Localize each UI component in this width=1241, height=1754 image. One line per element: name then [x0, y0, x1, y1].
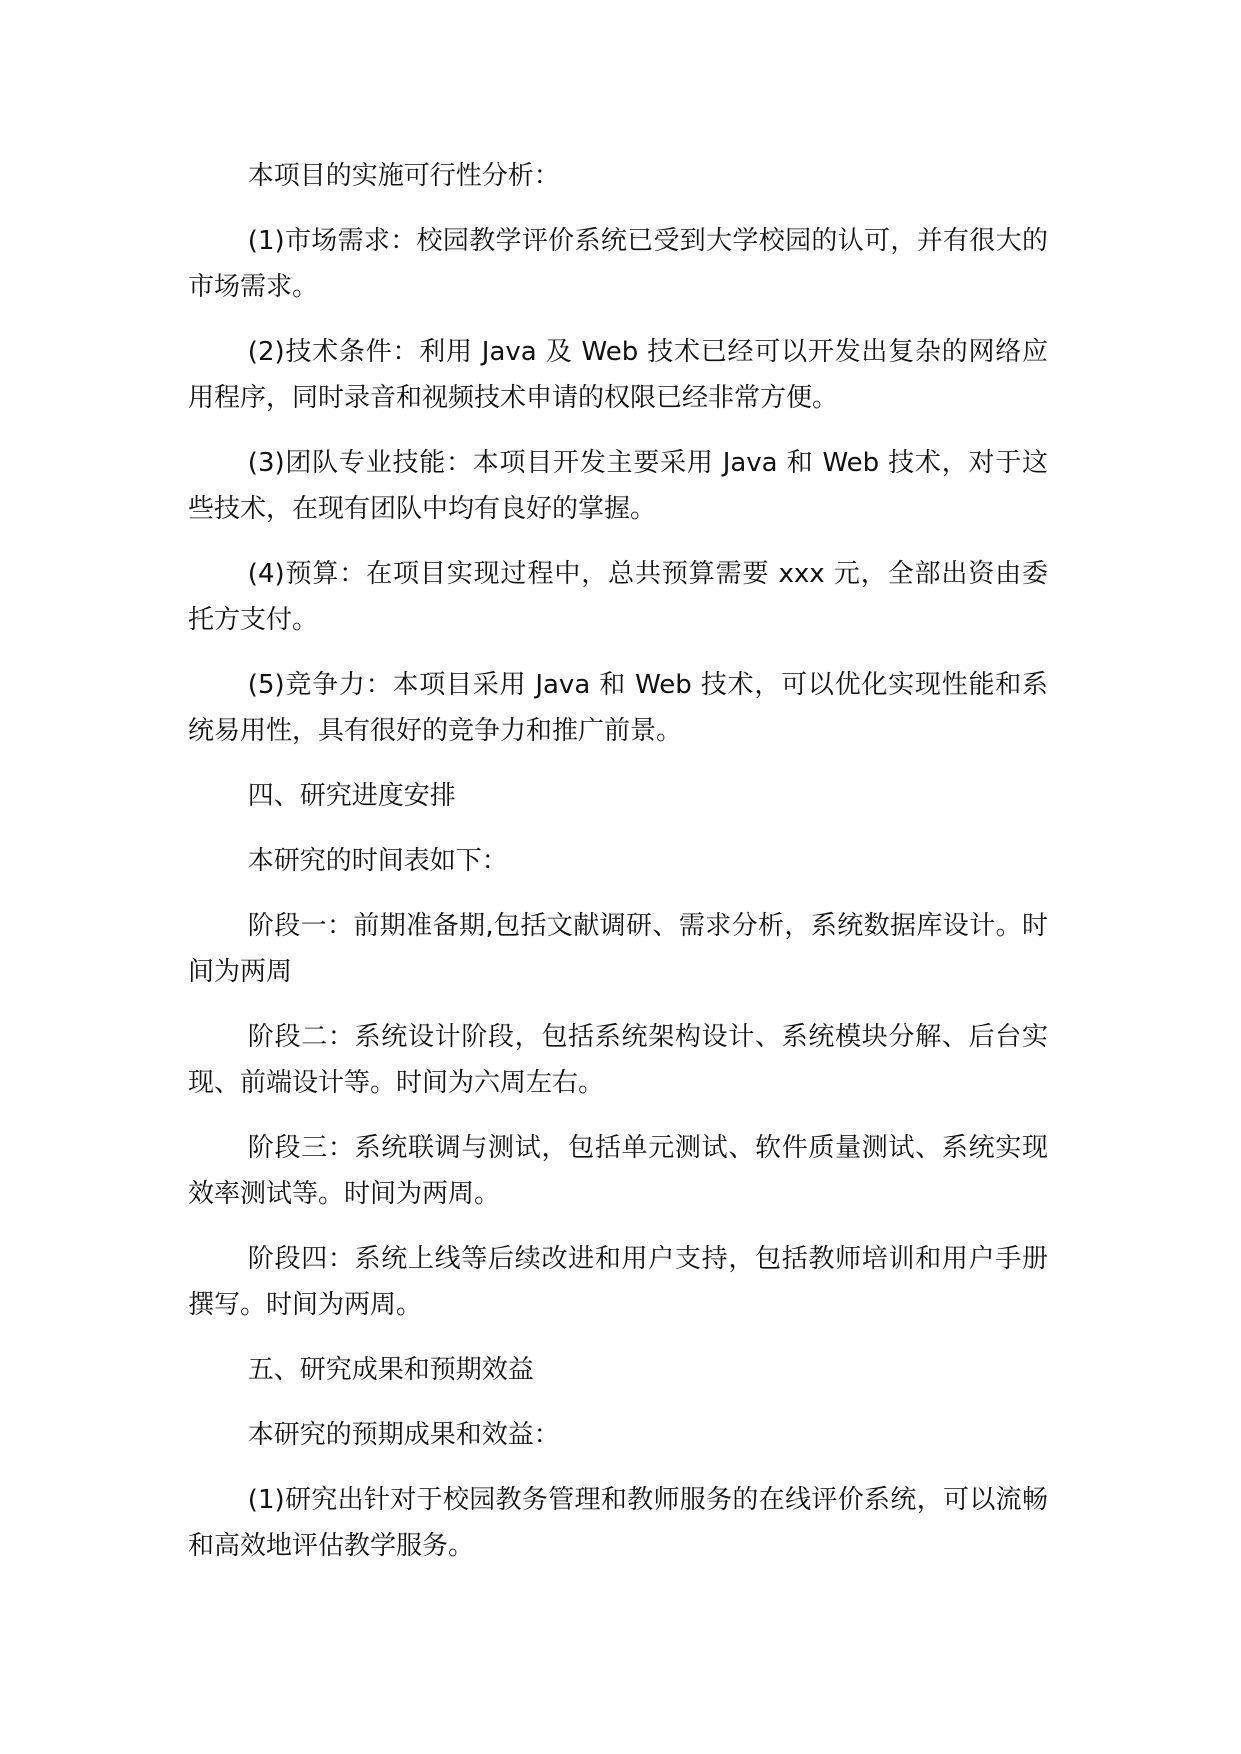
- feasibility-technical: (2)技术条件：利用 Java 及 Web 技术已经可以开发出复杂的网络应用程序，同时录音和视频技术申请的权限已经非常方便。: [188, 337, 1048, 413]
- feasibility-intro: 本项目的实施可行性分析：: [247, 161, 560, 191]
- feasibility-team-skills: (3)团队专业技能：本项目开发主要采用 Java 和 Web 技术，对于这些技术，在现有团队中均有良好的掌握。: [188, 448, 1048, 524]
- outcomes-intro: 本研究的预期成果和效益：: [247, 1420, 560, 1450]
- schedule-phase-2: 阶段二：系统设计阶段，包括系统架构设计、系统模块分解、后台实现、前端设计等。时间为六周左右。: [188, 1022, 1048, 1098]
- outcome-item-1: (1)研究出针对于校园教务管理和教师服务的在线评价系统，可以流畅和高效地评估教学服务。: [188, 1485, 1048, 1561]
- schedule-phase-3: 阶段三：系统联调与测试，包括单元测试、软件质量测试、系统实现效率测试等。时间为两周。: [188, 1133, 1048, 1209]
- schedule-phase-1: 阶段一：前期准备期,包括文献调研、需求分析，系统数据库设计。时间为两周: [188, 911, 1048, 987]
- feasibility-budget: (4)预算：在项目实现过程中，总共预算需要 xxx 元，全部出资由委托方支付。: [188, 559, 1048, 635]
- document-body: [188, 153, 1048, 1588]
- schedule-intro: 本研究的时间表如下：: [247, 846, 508, 876]
- schedule-phase-4: 阶段四：系统上线等后续改进和用户支持，包括教师培训和用户手册撰写。时间为两周。: [188, 1244, 1048, 1320]
- feasibility-market-demand: (1)市场需求：校园教学评价系统已受到大学校园的认可，并有很大的市场需求。: [188, 226, 1048, 302]
- section-heading-outcomes: 五、研究成果和预期效益: [247, 1355, 534, 1385]
- section-heading-schedule: 四、研究进度安排: [247, 781, 456, 811]
- feasibility-competitiveness: (5)竞争力：本项目采用 Java 和 Web 技术，可以优化实现性能和系统易用性，具有很好的竞争力和推广前景。: [188, 670, 1048, 746]
